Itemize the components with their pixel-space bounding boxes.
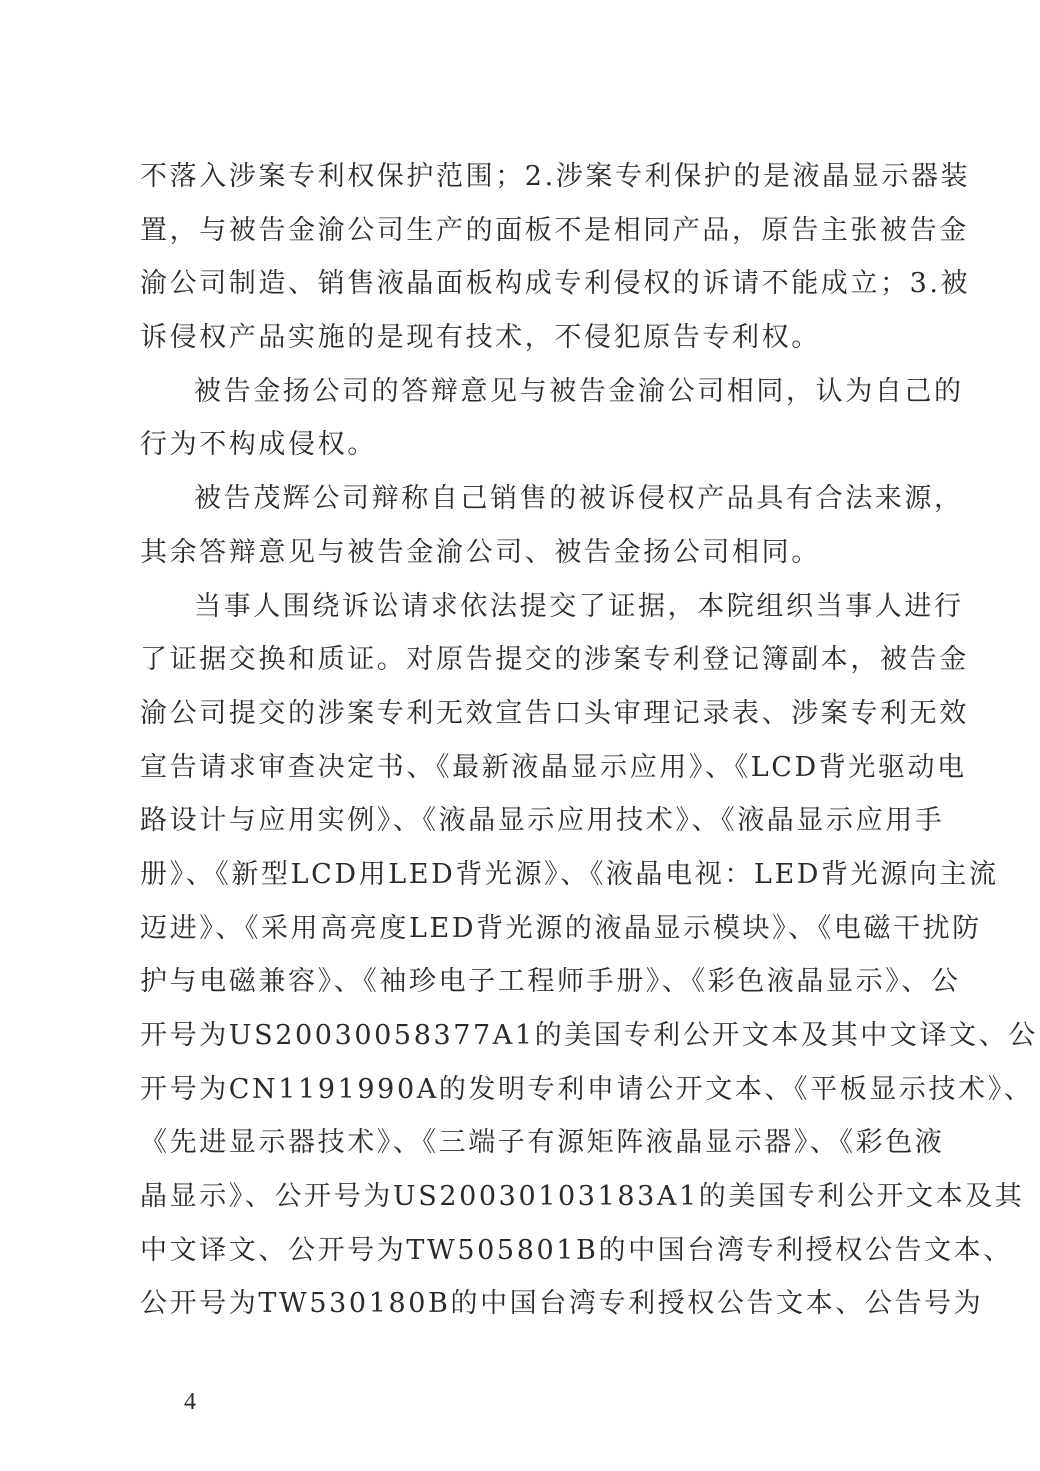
text-line: 晶显示》、公开号为US20030103183A1的美国专利公开文本及其: [140, 1181, 1025, 1213]
text-line: 渝公司提交的涉案专利无效宣告口头审理记录表、涉案专利无效: [140, 697, 969, 729]
text-line: 被告茂辉公司辩称自己销售的被诉侵权产品具有合法来源，: [194, 483, 964, 515]
text-line: 迈进》、《采用高亮度LED背光源的液晶显示模块》、《电磁干扰防: [140, 912, 982, 944]
text-line: 开号为US20030058377A1的美国专利公开文本及其中文译文、公: [140, 1020, 1038, 1051]
text-line: 诉侵权产品实施的是现有技术，不侵犯原告专利权。: [140, 322, 821, 354]
text-line: 置，与被告金渝公司生产的面板不是相同产品，原告主张被告金: [140, 214, 969, 246]
text-line: 被告金扬公司的答辩意见与被告金渝公司相同，认为自己的: [194, 375, 964, 407]
text-line: 中文译文、公开号为TW505801B的中国台湾专利授权公告文本、: [140, 1234, 1013, 1266]
page-number: 4: [184, 1389, 196, 1415]
text-line: 了证据交换和质证。对原告提交的涉案专利登记簿副本，被告金: [140, 644, 969, 676]
text-line: 宣告请求审查决定书、《最新液晶显示应用》、《LCD背光驱动电: [140, 751, 967, 783]
text-line: 护与电磁兼容》、《袖珍电子工程师手册》、《彩色液晶显示》、公: [140, 966, 961, 998]
text-line: 开号为CN1191990A的发明专利申请公开文本、《平板显示技术》、: [140, 1073, 1034, 1105]
text-line: 不落入涉案专利权保护范围；2.涉案专利保护的是液晶显示器装: [140, 161, 971, 192]
text-line: 渝公司制造、销售液晶面板构成专利侵权的诉请不能成立；3.被: [140, 268, 971, 300]
text-line: 册》、《新型LCD用LED背光源》、《液晶电视：LED背光源向主流: [140, 858, 999, 890]
text-line: 行为不构成侵权。: [140, 429, 377, 461]
text-line: 其余答辩意见与被告金渝公司、被告金扬公司相同。: [140, 536, 821, 568]
text-line: 公开号为TW530180B的中国台湾专利授权公告文本、公告号为: [140, 1288, 984, 1320]
text-line: 《先进显示器技术》、《三端子有源矩阵液晶显示器》、《彩色液: [140, 1127, 945, 1159]
text-line: 路设计与应用实例》、《液晶显示应用技术》、《液晶显示应用手: [140, 805, 945, 837]
text-line: 当事人围绕诉讼请求依法提交了证据，本院组织当事人进行: [194, 590, 964, 622]
body-text: [140, 150, 1038, 1331]
